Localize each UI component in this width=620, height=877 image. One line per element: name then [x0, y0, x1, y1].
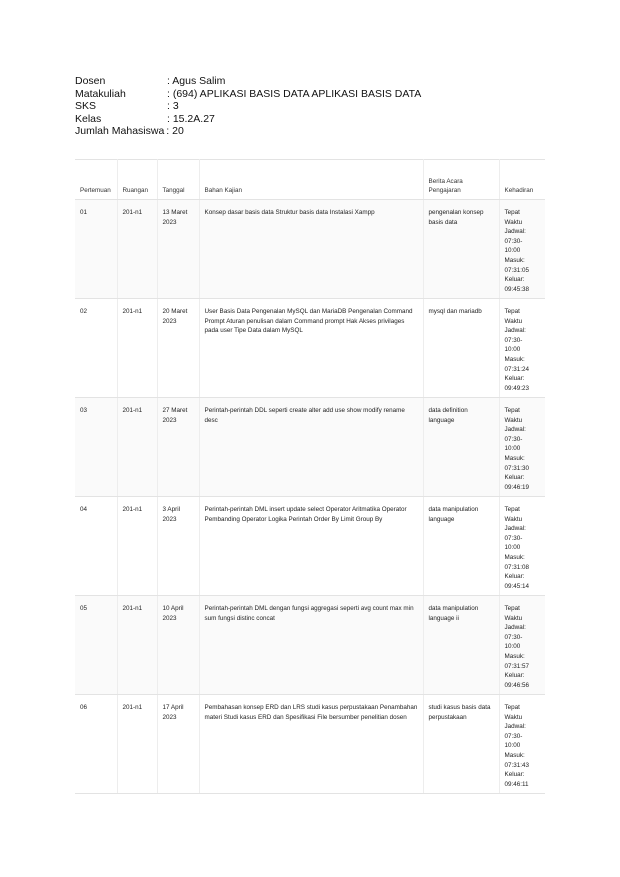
table-row	[75, 299, 545, 398]
kehadiran-line: Waktu	[504, 713, 523, 721]
table-row	[75, 596, 545, 695]
kehadiran-line: Masuk:	[504, 751, 525, 759]
kehadiran-line: 10:00	[504, 346, 521, 354]
kehadiran-line: Keluar:	[504, 474, 525, 482]
kehadiran-line: Tepat	[504, 308, 520, 315]
kehadiran-line: 07:31:05	[504, 266, 530, 274]
ruangan-cell: 201-n1	[117, 596, 157, 695]
berita-acara-cell: data manipulation language ii	[423, 596, 499, 695]
sks-value: : 3	[167, 100, 179, 112]
tanggal-cell: 17 April 2023	[157, 695, 199, 794]
kehadiran-line: Masuk:	[504, 652, 525, 660]
kelas-value: : 15.2A.27	[167, 112, 215, 125]
kehadiran-line: 07:31:57	[504, 662, 530, 670]
kehadiran-line: Waktu	[504, 317, 523, 325]
kehadiran-line: 07:31:43	[504, 761, 530, 769]
kelas-label: Kelas	[75, 112, 102, 125]
kehadiran-line: 10:00	[504, 742, 521, 750]
kehadiran-cell	[499, 398, 545, 497]
attendance-table	[75, 159, 545, 794]
ruangan-cell: 201-n1	[117, 299, 157, 398]
bahan-kajian-cell: Perintah-perintah DML dengan fungsi aggregasi seperti avg count max min sum fungsi distinc concat	[199, 596, 423, 695]
ruangan-cell: 201-n1	[117, 398, 157, 497]
kehadiran-line: Masuk:	[504, 256, 525, 264]
tanggal-cell: 20 Maret 2023	[157, 299, 199, 398]
ruangan-cell: 201-n1	[117, 695, 157, 794]
table-row	[75, 200, 545, 299]
kehadiran-line: Keluar:	[504, 375, 525, 383]
jumlah-row	[75, 125, 545, 138]
kehadiran-line: 10:00	[504, 445, 521, 453]
dosen-value: : Agus Salim	[167, 75, 226, 87]
berita-acara-cell: data manipulation language	[423, 497, 499, 596]
kehadiran-line: 07:30-	[504, 435, 523, 443]
berita-acara-cell: data definition language	[423, 398, 499, 497]
kehadiran-line: Jadwal:	[504, 723, 526, 731]
table-row	[75, 695, 545, 794]
kehadiran-cell	[499, 200, 545, 299]
kehadiran-line: 07:31:30	[504, 464, 530, 472]
bahan-kajian-cell: User Basis Data Pengenalan MySQL dan MariaDB Pengenalan Command Prompt Aturan penulisan dalam Command prompt Hak Akses privilages pada user Tipe Data dalam MySQL	[199, 299, 423, 398]
kehadiran-cell	[499, 497, 545, 596]
kehadiran-line: 09:46:56	[504, 681, 530, 689]
kehadiran-line: Keluar:	[504, 771, 525, 779]
kehadiran-line: 09:45:38	[504, 285, 530, 293]
table-row	[75, 398, 545, 497]
kehadiran-line: Jadwal:	[504, 426, 526, 434]
kehadiran-line: 07:31:24	[504, 365, 530, 373]
col-header-berita-acara: Berita Acara Pengajaran	[423, 160, 499, 200]
kehadiran-line: Waktu	[504, 218, 523, 226]
kehadiran-line: Tepat	[504, 506, 520, 513]
col-header-pertemuan: Pertemuan	[75, 160, 117, 200]
kehadiran-line: Jadwal:	[504, 624, 526, 632]
pertemuan-cell: 05	[75, 596, 117, 695]
kehadiran-line: 10:00	[504, 643, 521, 651]
kehadiran-line: 10:00	[504, 247, 521, 255]
kehadiran-cell	[499, 596, 545, 695]
tanggal-cell: 13 Maret 2023	[157, 200, 199, 299]
course-header	[75, 75, 545, 138]
col-header-tanggal: Tanggal	[157, 160, 199, 200]
kehadiran-line: Tepat	[504, 704, 520, 711]
kehadiran-line: Tepat	[504, 209, 520, 216]
berita-acara-cell: mysql dan mariadb	[423, 299, 499, 398]
kehadiran-cell	[499, 695, 545, 794]
sks-label: SKS	[75, 100, 97, 112]
pertemuan-cell: 03	[75, 398, 117, 497]
tanggal-cell: 27 Maret 2023	[157, 398, 199, 497]
kehadiran-line: 07:30-	[504, 732, 523, 740]
col-header-kehadiran: Kehadiran	[499, 160, 545, 200]
matakuliah-label: Matakuliah	[75, 87, 126, 100]
kehadiran-line: Tepat	[504, 605, 520, 612]
berita-acara-cell: pengenalan konsep basis data	[423, 200, 499, 299]
tanggal-cell: 10 April 2023	[157, 596, 199, 695]
kehadiran-line: Jadwal:	[504, 228, 526, 236]
bahan-kajian-cell: Perintah-perintah DML insert update select Operator Aritmatika Operator Pembanding Operator Logika Perintah Order By Limit Group By	[199, 497, 423, 596]
tanggal-cell: 3 April 2023	[157, 497, 199, 596]
kehadiran-line: 07:30-	[504, 534, 523, 542]
kehadiran-line: Masuk:	[504, 454, 525, 462]
table-header-row	[75, 160, 545, 200]
kehadiran-line: 07:30-	[504, 237, 523, 245]
dosen-label: Dosen	[75, 75, 106, 87]
kehadiran-line: 09:46:19	[504, 483, 530, 491]
ruangan-cell: 201-n1	[117, 200, 157, 299]
kehadiran-line: Tepat	[504, 407, 520, 414]
pertemuan-cell: 02	[75, 299, 117, 398]
kehadiran-line: Waktu	[504, 614, 523, 622]
kehadiran-line: 09:46:11	[504, 780, 529, 788]
berita-acara-cell: studi kasus basis data perpustakaan	[423, 695, 499, 794]
kehadiran-line: 07:30-	[504, 633, 523, 641]
bahan-kajian-cell: Perintah-perintah DDL seperti create alter add use show modify rename desc	[199, 398, 423, 497]
kehadiran-line: 07:30-	[504, 336, 523, 344]
kehadiran-cell	[499, 299, 545, 398]
bahan-kajian-cell: Pembahasan konsep ERD dan LRS studi kasus perpustakaan Penambahan materi Studi kasus ERD dan Spesifikasi File bersumber penelitian dosen	[199, 695, 423, 794]
kehadiran-line: Waktu	[504, 515, 523, 523]
matakuliah-value: : (694) APLIKASI BASIS DATA APLIKASI BASIS DATA	[167, 87, 422, 100]
kehadiran-line: Jadwal:	[504, 525, 526, 533]
dosen-row	[75, 75, 545, 88]
table-row	[75, 497, 545, 596]
kehadiran-line: 07:31:08	[504, 563, 530, 571]
kehadiran-line: 09:45:14	[504, 582, 530, 590]
bahan-kajian-cell: Konsep dasar basis data Struktur basis data Instalasi Xampp	[199, 200, 423, 299]
jumlah-value: : 20	[166, 125, 184, 137]
kehadiran-line: 09:49:23	[504, 384, 530, 392]
kehadiran-line: Masuk:	[504, 355, 525, 363]
kehadiran-line: Keluar:	[504, 276, 525, 284]
kehadiran-line: Keluar:	[504, 573, 525, 581]
col-header-ruangan: Ruangan	[117, 160, 157, 200]
pertemuan-cell: 01	[75, 200, 117, 299]
pertemuan-cell: 04	[75, 497, 117, 596]
kelas-row	[75, 113, 545, 126]
ruangan-cell: 201-n1	[117, 497, 157, 596]
kehadiran-line: Masuk:	[504, 553, 525, 561]
kehadiran-line: Waktu	[504, 416, 523, 424]
matakuliah-row	[75, 88, 545, 101]
sks-row	[75, 100, 545, 113]
jumlah-label: Jumlah Mahasiswa	[75, 125, 165, 137]
pertemuan-cell: 06	[75, 695, 117, 794]
col-header-bahan-kajian: Bahan Kajian	[199, 160, 423, 200]
kehadiran-line: Jadwal:	[504, 327, 526, 335]
kehadiran-line: Keluar:	[504, 672, 525, 680]
kehadiran-line: 10:00	[504, 544, 521, 552]
